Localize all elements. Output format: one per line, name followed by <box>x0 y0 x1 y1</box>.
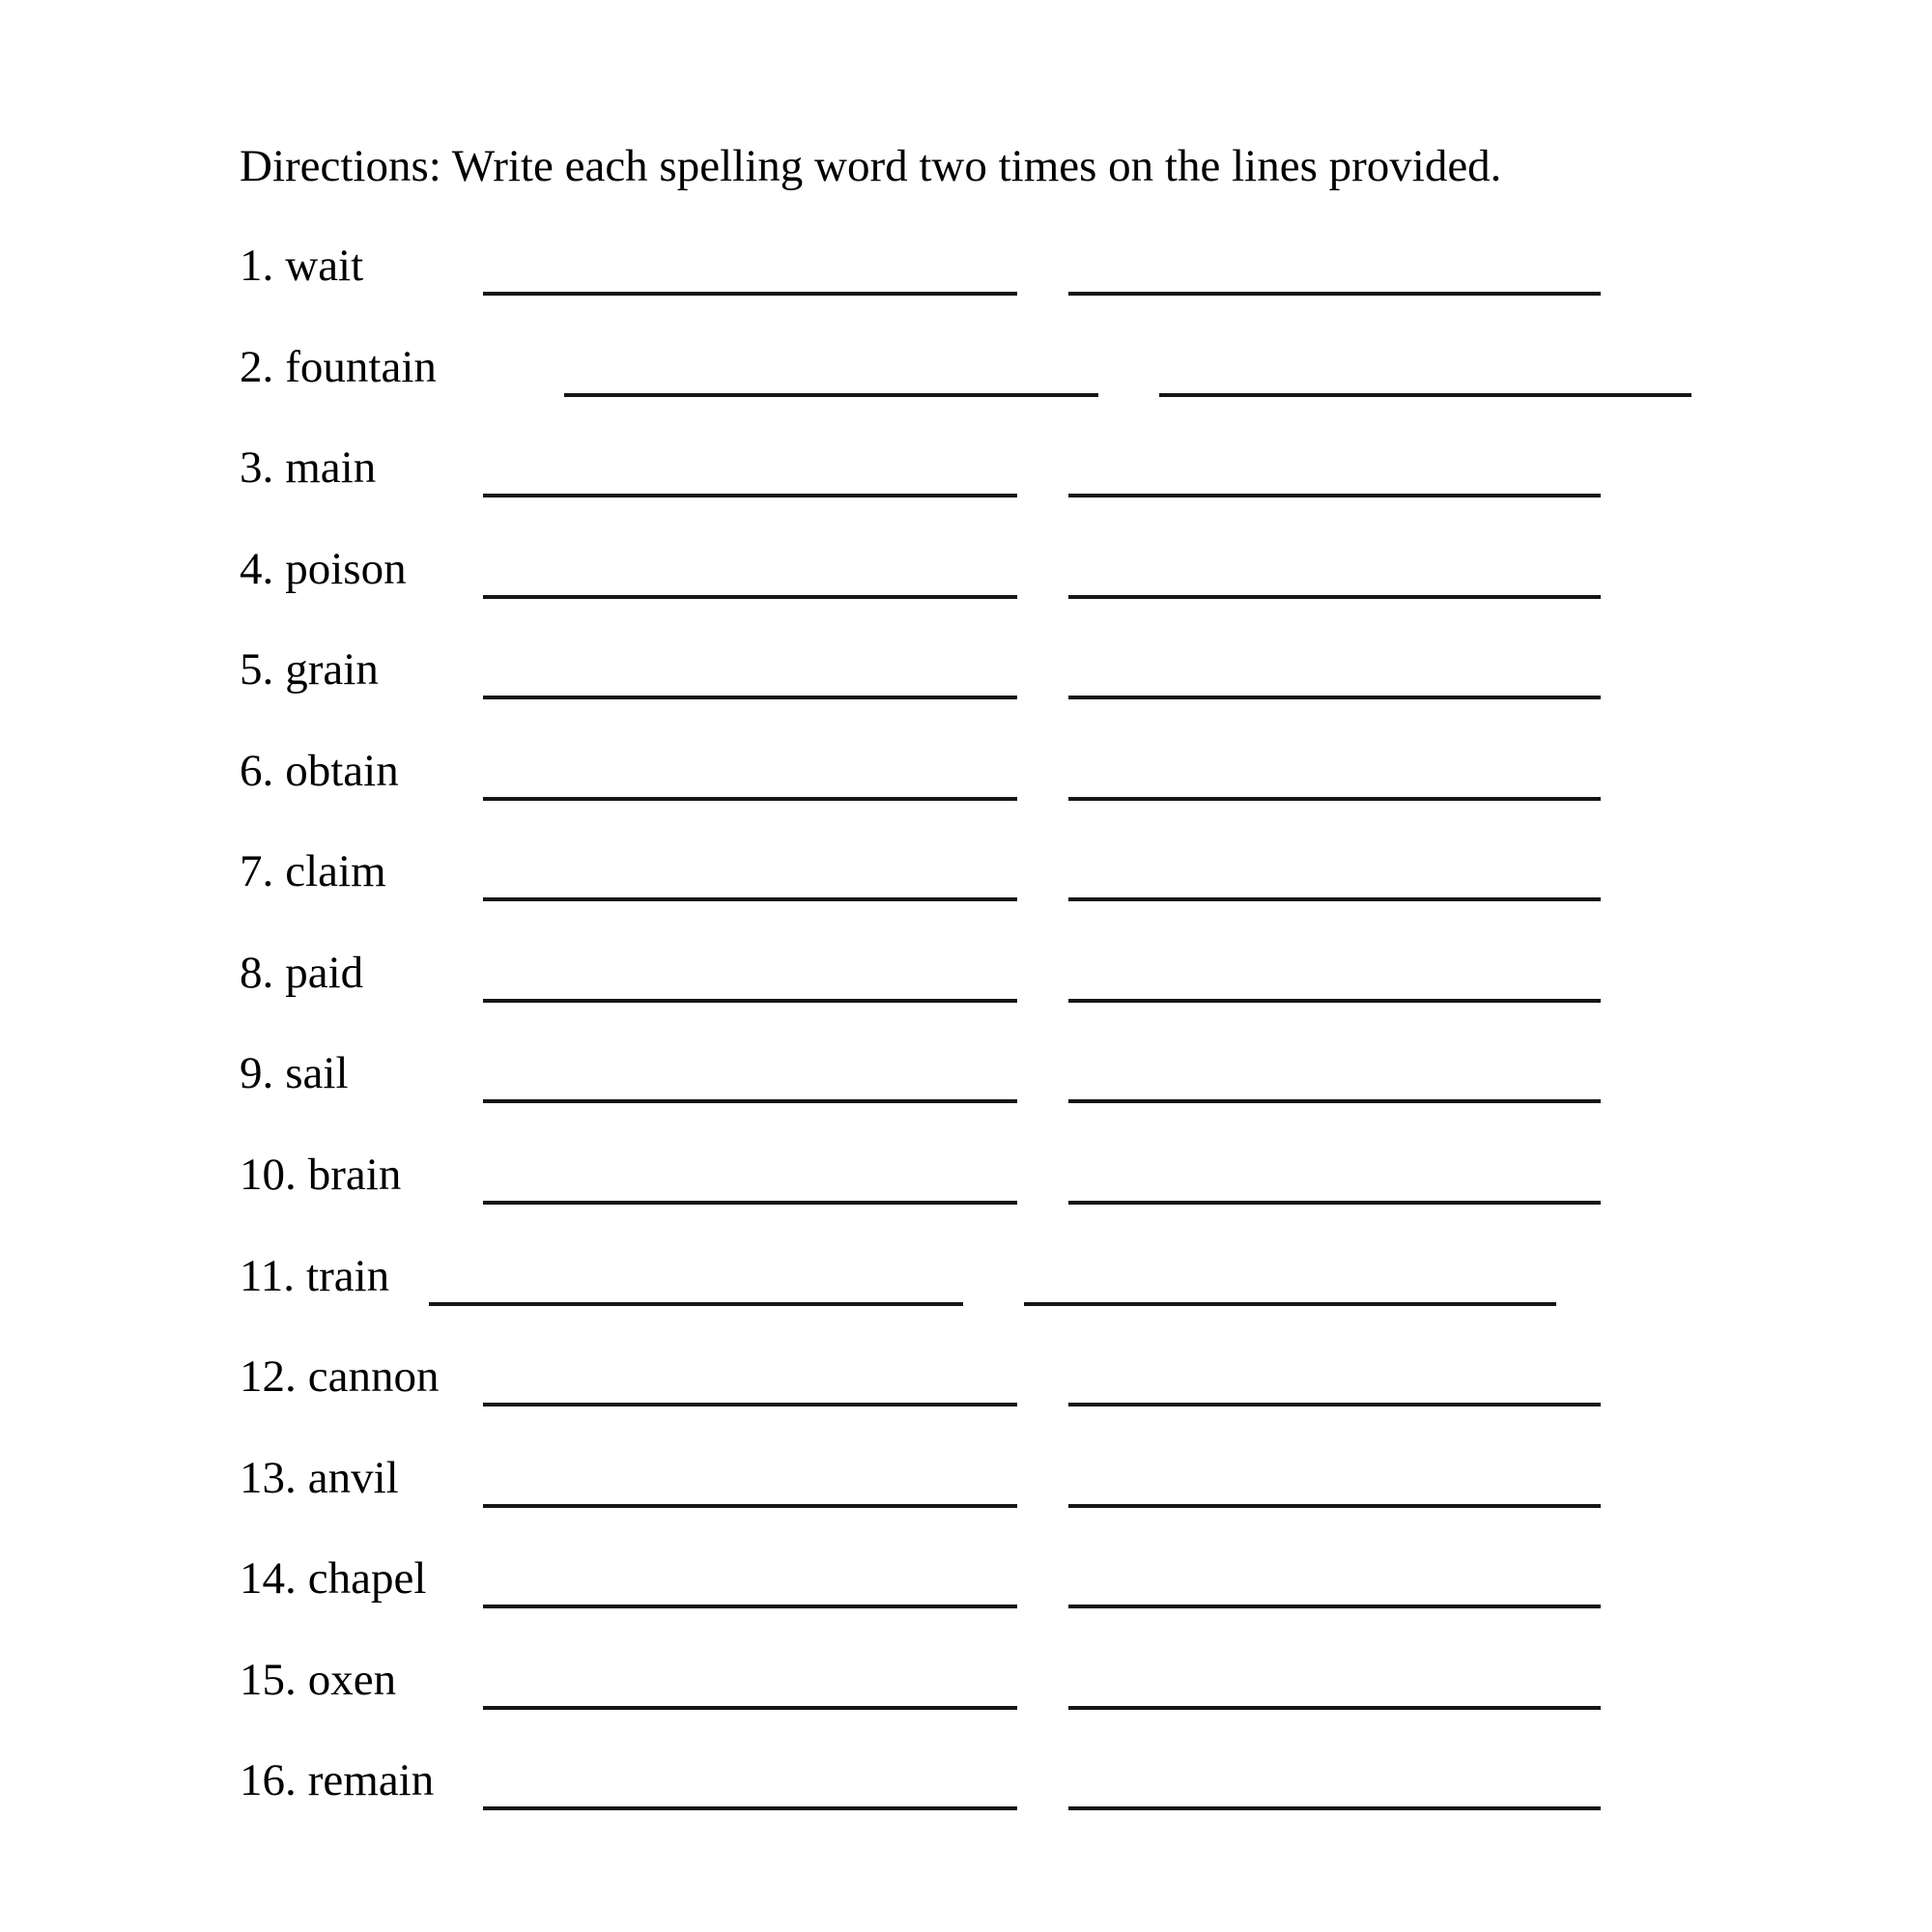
item-number: 7. <box>240 846 274 897</box>
writing-line-2 <box>1068 292 1601 296</box>
spelling-item-row <box>0 643 1932 703</box>
spelling-item-row <box>0 845 1932 905</box>
writing-line-2 <box>1024 1302 1556 1306</box>
writing-line-2 <box>1068 1806 1601 1810</box>
directions-text: Directions: Write each spelling word two times on the lines provided. <box>240 141 1502 191</box>
writing-line-2 <box>1068 999 1601 1003</box>
item-word: wait <box>285 241 364 291</box>
writing-line-2 <box>1068 1504 1601 1508</box>
item-label <box>240 341 437 394</box>
spelling-item-row <box>0 1452 1932 1512</box>
item-label <box>240 240 363 293</box>
writing-line-1 <box>429 1302 963 1306</box>
spelling-item-row <box>0 1552 1932 1612</box>
item-word: fountain <box>285 341 437 392</box>
spelling-item-row <box>0 1047 1932 1107</box>
writing-line-1 <box>483 797 1017 801</box>
item-word: oxen <box>307 1654 397 1705</box>
writing-line-1 <box>483 1806 1017 1810</box>
item-number: 13. <box>240 1452 297 1503</box>
spelling-item-row <box>0 341 1932 401</box>
item-label <box>240 1047 349 1100</box>
spelling-item-row <box>0 1149 1932 1208</box>
spelling-item-row <box>0 1250 1932 1310</box>
spelling-item-row <box>0 1754 1932 1814</box>
writing-line-1 <box>483 1504 1017 1508</box>
item-number: 16. <box>240 1755 297 1806</box>
writing-line-1 <box>483 494 1017 497</box>
writing-line-1 <box>483 1201 1017 1205</box>
item-word: sail <box>285 1048 349 1099</box>
item-word: train <box>306 1250 390 1301</box>
item-number: 4. <box>240 543 274 594</box>
writing-line-1 <box>483 595 1017 599</box>
item-number: 2. <box>240 341 274 392</box>
writing-line-2 <box>1068 797 1601 801</box>
item-word: claim <box>285 846 386 897</box>
item-label <box>240 1250 389 1303</box>
item-word: grain <box>285 644 379 696</box>
item-number: 11. <box>240 1250 296 1301</box>
item-word: main <box>285 442 377 494</box>
writing-line-1 <box>483 897 1017 901</box>
item-word: remain <box>307 1755 435 1806</box>
writing-line-1 <box>483 696 1017 699</box>
item-word: obtain <box>285 745 399 796</box>
item-number: 10. <box>240 1149 297 1200</box>
item-label <box>240 745 399 798</box>
item-number: 15. <box>240 1654 297 1705</box>
writing-line-1 <box>483 292 1017 296</box>
spelling-item-row <box>0 947 1932 1007</box>
item-label <box>240 543 407 596</box>
item-number: 14. <box>240 1553 297 1605</box>
item-label <box>240 1149 401 1202</box>
writing-line-1 <box>483 1605 1017 1608</box>
item-label <box>240 1350 439 1404</box>
writing-line-1 <box>483 1706 1017 1710</box>
item-word: paid <box>285 947 364 998</box>
item-label <box>240 1552 426 1605</box>
writing-line-2 <box>1068 494 1601 497</box>
writing-line-2 <box>1068 1706 1601 1710</box>
item-number: 5. <box>240 644 274 696</box>
item-label <box>240 1754 434 1807</box>
item-number: 3. <box>240 442 274 494</box>
writing-line-2 <box>1068 1201 1601 1205</box>
writing-line-2 <box>1068 1403 1601 1406</box>
item-label <box>240 947 363 1000</box>
spelling-item-row <box>0 745 1932 805</box>
spelling-item-row <box>0 543 1932 603</box>
spelling-item-row <box>0 1654 1932 1714</box>
item-number: 1. <box>240 241 274 291</box>
writing-line-1 <box>483 1099 1017 1103</box>
item-label <box>240 643 379 696</box>
writing-line-2 <box>1068 696 1601 699</box>
item-number: 8. <box>240 947 274 998</box>
item-label <box>240 1654 396 1707</box>
writing-line-2 <box>1068 1605 1601 1608</box>
spelling-item-row <box>0 240 1932 299</box>
spelling-item-row <box>0 1350 1932 1410</box>
item-word: chapel <box>307 1553 427 1605</box>
item-label <box>240 441 376 495</box>
item-word: brain <box>307 1149 402 1200</box>
writing-line-1 <box>483 999 1017 1003</box>
writing-line-1 <box>564 393 1098 397</box>
item-word: cannon <box>307 1351 440 1403</box>
item-label <box>240 845 386 898</box>
item-number: 12. <box>240 1351 297 1403</box>
writing-line-2 <box>1068 1099 1601 1103</box>
item-label <box>240 1452 399 1505</box>
item-word: poison <box>285 543 407 594</box>
writing-line-1 <box>483 1403 1017 1406</box>
item-number: 6. <box>240 745 274 796</box>
writing-line-2 <box>1159 393 1691 397</box>
writing-line-2 <box>1068 897 1601 901</box>
writing-line-2 <box>1068 595 1601 599</box>
spelling-item-row <box>0 441 1932 501</box>
item-word: anvil <box>307 1452 399 1503</box>
item-number: 9. <box>240 1048 274 1099</box>
